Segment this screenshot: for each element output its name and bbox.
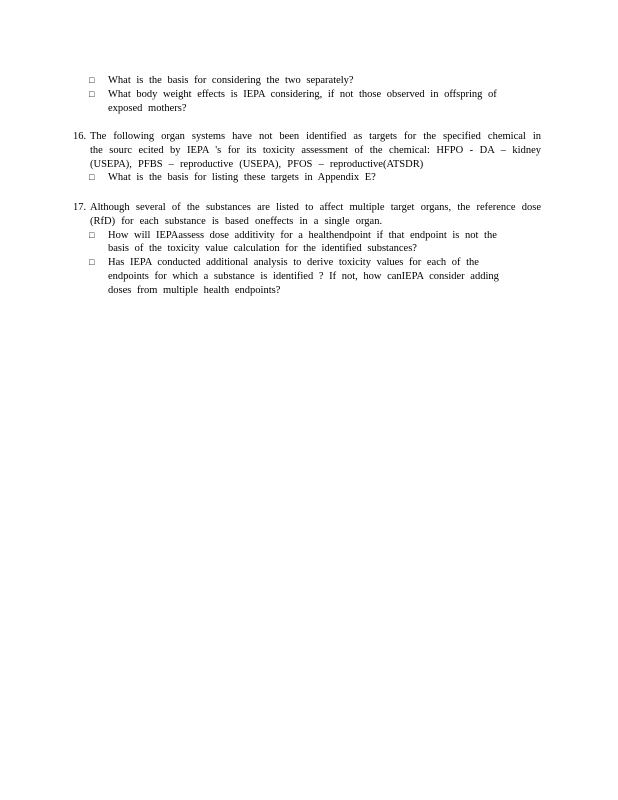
item-17-bullets bbox=[88, 229, 543, 298]
list-item bbox=[88, 171, 543, 185]
numbered-item-16 bbox=[73, 130, 543, 185]
bullet-text: What is the basis for considering the two separately? bbox=[108, 75, 354, 86]
bullet-text: How will IEPAassess dose additivity for a healthendpoint if that endpoint is not the basis of the toxicity value calculation for the identified substances? bbox=[108, 229, 497, 255]
missing-glyph-box-icon: □ bbox=[89, 88, 95, 99]
bullet-text: Has IEPA conducted additional analysis to derive toxicity values for each of the endpoints for which a substance is identified ? If not, how canIEPA consider adding doses from multiple health endpoints? bbox=[108, 257, 499, 296]
item-number: 16. bbox=[73, 131, 87, 142]
item-text: The following organ systems have not been identified as targets for the specified chemical in the sourc ecited by IEPA 's for its toxicity assessment of the chemical: HFPO - DA – kidney (USEPA), PFBS – reproductive (USEPA), PFOS – reproductive(ATSDR) bbox=[90, 131, 541, 170]
missing-glyph-box-icon: □ bbox=[89, 257, 95, 268]
list-item bbox=[88, 256, 543, 297]
item-text: Although several of the substances are listed to affect multiple target organs, the reference dose (RfD) for each substance is based oneffects in a single organ. bbox=[90, 202, 541, 227]
list-item bbox=[88, 229, 543, 257]
list-item bbox=[88, 88, 538, 116]
bullet-text: What body weight effects is IEPA considering, if not those observed in offspring of exposed mothers? bbox=[108, 88, 497, 114]
item-number: 17. bbox=[73, 202, 87, 213]
list-item bbox=[88, 74, 538, 88]
numbered-item-17 bbox=[73, 201, 543, 298]
bullet-text: What is the basis for listing these targets in Appendix E? bbox=[108, 172, 376, 184]
missing-glyph-box-icon: □ bbox=[89, 172, 95, 183]
missing-glyph-box-icon: □ bbox=[89, 75, 95, 85]
item-16-bullets bbox=[88, 171, 543, 185]
continued-bullet-list bbox=[88, 74, 538, 115]
missing-glyph-box-icon: □ bbox=[89, 229, 95, 240]
